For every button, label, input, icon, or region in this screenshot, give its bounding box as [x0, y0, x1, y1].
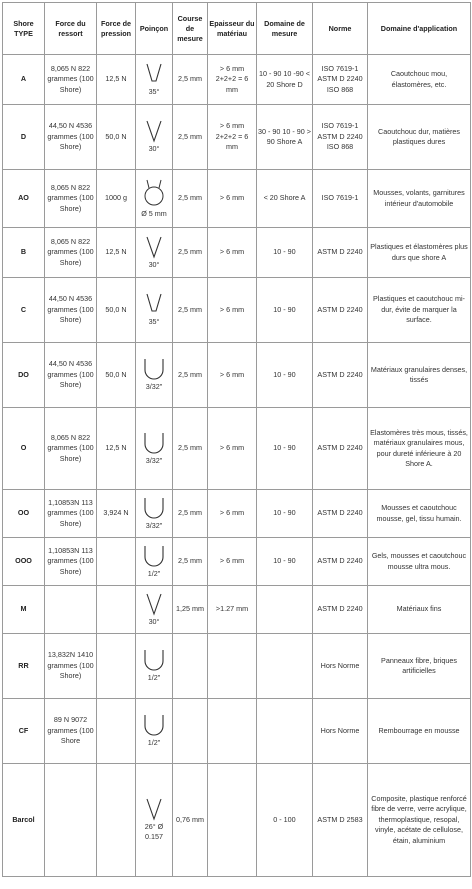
force-pression-cell [97, 586, 136, 634]
poincon-cell [136, 408, 173, 490]
force-pression-cell: 12,5 N [97, 55, 136, 105]
table-row [3, 538, 471, 586]
norme-cell: ASTM D 2240 [313, 586, 368, 634]
domaine-cell [257, 634, 313, 699]
course-cell: 2,5 mm [173, 408, 208, 490]
course-cell: 2,5 mm [173, 55, 208, 105]
force-pression-cell [97, 634, 136, 699]
round-indenter-icon [141, 432, 167, 456]
header-application: Domaine d'application [368, 3, 471, 55]
shore-hardness-table [2, 2, 471, 877]
force-pression-cell: 12,5 N [97, 228, 136, 278]
poincon-cell [136, 343, 173, 408]
force-ressort-cell: 8,065 N 822 grammes (100 Shore) [45, 228, 97, 278]
poincon-label: 30° [148, 616, 160, 626]
shore-type-cell: CF [3, 699, 45, 764]
force-ressort-cell: 44,50 N 4536 grammes (100 Shore) [45, 105, 97, 170]
norme-cell: ASTM D 2240 [313, 278, 368, 343]
poincon-cell [136, 490, 173, 538]
force-pression-cell: 50,0 N [97, 278, 136, 343]
poincon-label: 30° [148, 144, 160, 153]
norme-cell: ISO 7619-1 ASTM D 2240 ISO 868 [313, 105, 368, 170]
application-cell: Matériaux granulaires denses, tissés [368, 343, 471, 408]
poincon-cell [136, 278, 173, 343]
shore-type-cell: B [3, 228, 45, 278]
course-cell: 2,5 mm [173, 170, 208, 228]
course-cell: 2,5 mm [173, 538, 208, 586]
norme-cell: ASTM D 2240 [313, 490, 368, 538]
shore-type-cell: C [3, 278, 45, 343]
shore-type-cell: A [3, 55, 45, 105]
norme-cell: ISO 7619-1 [313, 170, 368, 228]
table-row [3, 408, 471, 490]
cone-indenter-icon [141, 293, 167, 317]
force-ressort-cell: 44,50 N 4536 grammes (100 Shore) [45, 343, 97, 408]
header-domaine: Domaine de mesure [257, 3, 313, 55]
course-cell: 1,25 mm [173, 586, 208, 634]
norme-cell: ASTM D 2240 [313, 228, 368, 278]
domaine-cell: 10 - 90 10 -90 < 20 Shore D [257, 55, 313, 105]
domaine-cell: 10 - 90 [257, 278, 313, 343]
domaine-cell: 10 - 90 [257, 490, 313, 538]
epaisseur-cell [208, 699, 257, 764]
shore-type-cell: OO [3, 490, 45, 538]
table-row [3, 586, 471, 634]
norme-cell: Hors Norme [313, 699, 368, 764]
norme-cell: Hors Norme [313, 634, 368, 699]
shore-type-cell: M [3, 586, 45, 634]
force-ressort-cell [45, 586, 97, 634]
poincon-label: 3/32" [145, 520, 163, 530]
course-cell: 2,5 mm [173, 278, 208, 343]
poincon-label: 26° Ø 0.157 [144, 822, 164, 841]
domaine-cell: 10 - 90 [257, 228, 313, 278]
force-pression-cell: 50,0 N [97, 105, 136, 170]
force-ressort-cell: 8,065 N 822 grammes (100 Shore) [45, 170, 97, 228]
force-pression-cell: 50,0 N [97, 343, 136, 408]
norme-cell: ISO 7619-1 ASTM D 2240 ISO 868 [313, 55, 368, 105]
force-pression-cell: 1000 g [97, 170, 136, 228]
poincon-label: 30° [148, 259, 160, 269]
poincon-label: Ø 5 mm [141, 208, 167, 218]
poincon-label: 35° [148, 86, 160, 96]
sharp-indenter-icon [141, 593, 167, 617]
epaisseur-cell: > 6 mm [208, 228, 257, 278]
table-row [3, 490, 471, 538]
round-indenter-icon [141, 649, 167, 673]
domaine-cell: 10 - 90 [257, 538, 313, 586]
shore-type-cell: AO [3, 170, 45, 228]
force-pression-cell: 12,5 N [97, 408, 136, 490]
norme-cell: ASTM D 2583 [313, 764, 368, 877]
shore-type-cell: D [3, 105, 45, 170]
domaine-cell: 10 - 90 [257, 343, 313, 408]
force-ressort-cell: 8,065 N 822 grammes (100 Shore) [45, 55, 97, 105]
epaisseur-cell: > 6 mm 2+2+2 = 6 mm [208, 55, 257, 105]
application-cell: Matériaux fins [368, 586, 471, 634]
round-indenter-icon [141, 545, 167, 569]
epaisseur-cell: > 6 mm [208, 408, 257, 490]
application-cell: Mousses, volants, garnitures intérieur d'automobile [368, 170, 471, 228]
shore-type-cell: O [3, 408, 45, 490]
norme-cell: ASTM D 2240 [313, 343, 368, 408]
poincon-cell [136, 55, 173, 105]
epaisseur-cell: > 6 mm 2+2+2 = 6 mm [208, 105, 257, 170]
force-ressort-cell: 44,50 N 4536 grammes (100 Shore) [45, 278, 97, 343]
application-cell: Panneaux fibre, briques artificielles [368, 634, 471, 699]
course-cell [173, 634, 208, 699]
poincon-cell [136, 634, 173, 699]
domaine-cell [257, 586, 313, 634]
table-row [3, 105, 471, 170]
round-indenter-icon [141, 497, 167, 521]
poincon-label: 1/2" [147, 673, 161, 682]
header-force-pression: Force de pression [97, 3, 136, 55]
header-norme: Norme [313, 3, 368, 55]
table-row [3, 764, 471, 877]
header-shore-type: Shore TYPE [3, 3, 45, 55]
poincon-cell [136, 586, 173, 634]
course-cell: 2,5 mm [173, 105, 208, 170]
shore-type-cell: OOO [3, 538, 45, 586]
poincon-label: 1/2" [147, 568, 161, 578]
application-cell: Elastomères très mous, tissés, matériaux granulaires mous, pour dureté inférieure à 20 Shore A. [368, 408, 471, 490]
force-pression-cell [97, 699, 136, 764]
poincon-cell [136, 764, 173, 877]
poincon-cell [136, 228, 173, 278]
application-cell: Rembourrage en mousse [368, 699, 471, 764]
sharp-indenter-icon [141, 798, 167, 822]
sharp-indenter-icon [141, 120, 167, 144]
norme-cell: ASTM D 2240 [313, 538, 368, 586]
course-cell: 2,5 mm [173, 490, 208, 538]
cone-indenter-icon [141, 63, 167, 87]
table-row [3, 278, 471, 343]
domaine-cell [257, 699, 313, 764]
epaisseur-cell [208, 634, 257, 699]
force-ressort-cell [45, 764, 97, 877]
application-cell: Mousses et caoutchouc mousse, gel, tissu humain. [368, 490, 471, 538]
epaisseur-cell: > 6 mm [208, 170, 257, 228]
application-cell: Composite, plastique renforcé fibre de verre, verre acrylique, thermoplastique, resopal, vinyle, acétate de cellulose, étain, aluminium [368, 764, 471, 877]
ball-indenter-icon [141, 179, 167, 209]
shore-type-cell: RR [3, 634, 45, 699]
table-row [3, 170, 471, 228]
shore-type-cell: Barcol [3, 764, 45, 877]
poincon-cell [136, 538, 173, 586]
epaisseur-cell: >1.27 mm [208, 586, 257, 634]
epaisseur-cell: > 6 mm [208, 490, 257, 538]
table-row [3, 634, 471, 699]
force-ressort-cell: 89 N 9072 grammes (100 Shore [45, 699, 97, 764]
course-cell [173, 699, 208, 764]
table-row [3, 228, 471, 278]
epaisseur-cell: > 6 mm [208, 278, 257, 343]
domaine-cell: 10 - 90 [257, 408, 313, 490]
domaine-cell: < 20 Shore A [257, 170, 313, 228]
poincon-cell [136, 105, 173, 170]
application-cell: Gels, mousses et caoutchouc mousse ultra mous. [368, 538, 471, 586]
course-cell: 0,76 mm [173, 764, 208, 877]
poincon-label: 35° [148, 317, 160, 326]
norme-cell: ASTM D 2240 [313, 408, 368, 490]
header-poincon: Poinçon [136, 3, 173, 55]
table-body [3, 55, 471, 877]
poincon-cell [136, 699, 173, 764]
poincon-cell [136, 170, 173, 228]
poincon-label: 1/2" [147, 738, 161, 747]
round-indenter-icon [141, 358, 167, 382]
force-ressort-cell: 8,065 N 822 grammes (100 Shore) [45, 408, 97, 490]
force-pression-cell [97, 538, 136, 586]
header-epaisseur: Epaisseur du matériau [208, 3, 257, 55]
application-cell: Plastiques et caoutchouc mi-dur, évite de marquer la surface. [368, 278, 471, 343]
header-row [3, 3, 471, 55]
table-row [3, 343, 471, 408]
domaine-cell: 0 - 100 [257, 764, 313, 877]
course-cell: 2,5 mm [173, 228, 208, 278]
force-ressort-cell: 1,10853N 113 grammes (100 Shore) [45, 490, 97, 538]
shore-type-cell: DO [3, 343, 45, 408]
application-cell: Plastiques et élastomères plus durs que shore A [368, 228, 471, 278]
course-cell: 2,5 mm [173, 343, 208, 408]
force-ressort-cell: 13,832N 1410 grammes (100 Shore) [45, 634, 97, 699]
table-row [3, 699, 471, 764]
epaisseur-cell: > 6 mm [208, 538, 257, 586]
header-force-ressort: Force du ressort [45, 3, 97, 55]
round-indenter-icon [141, 714, 167, 738]
table-row [3, 55, 471, 105]
domaine-cell: 30 - 90 10 - 90 > 90 Shore A [257, 105, 313, 170]
application-cell: Caoutchouc mou, élastomères, etc. [368, 55, 471, 105]
force-pression-cell: 3,924 N [97, 490, 136, 538]
sharp-indenter-icon [141, 236, 167, 260]
poincon-label: 3/32" [145, 455, 163, 465]
epaisseur-cell [208, 764, 257, 877]
application-cell: Caoutchouc dur, matières plastiques dures [368, 105, 471, 170]
epaisseur-cell: > 6 mm [208, 343, 257, 408]
header-course: Course de mesure [173, 3, 208, 55]
force-pression-cell [97, 764, 136, 877]
force-ressort-cell: 1,10853N 113 grammes (100 Shore) [45, 538, 97, 586]
poincon-label: 3/32" [145, 382, 163, 391]
